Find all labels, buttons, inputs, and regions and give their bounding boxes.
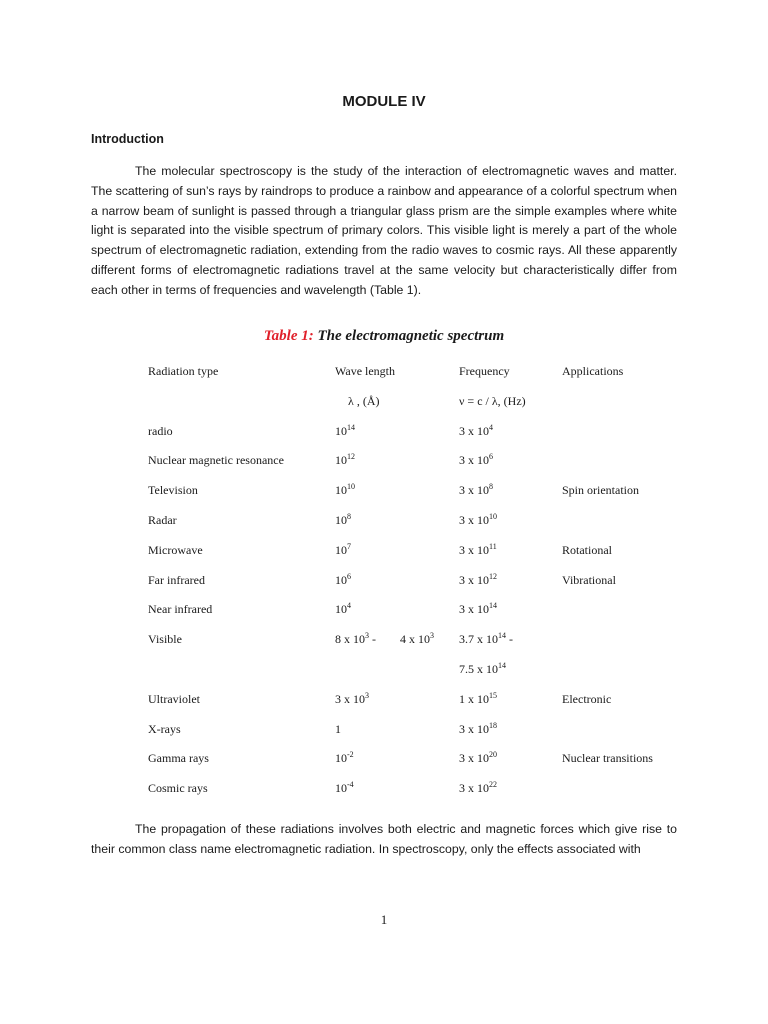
header-wavelength: Wave length xyxy=(335,364,396,378)
wavelength-base: 10 xyxy=(335,781,347,796)
application: Vibrational xyxy=(562,572,616,587)
frequency-value xyxy=(459,543,497,558)
wavelength-base: 3 x 10 xyxy=(335,691,365,706)
frequency-base: 7.5 x 10 xyxy=(459,661,498,676)
intro-paragraph: The molecular spectroscopy is the study of the interaction of electromagnetic waves and matter. The scattering of sun’s rays by raindrops to produce a rainbow and appearance of a colorful spectrum when a narrow beam of sunlight is passed through a triangular glass prism are the simple examples where white light is separated into the visible spectrum of primary colors. This visible light is merely a part of the whole spectrum of electromagnetic radiation, extending from the radio waves to cosmic rays. All these apparently different forms of electromagnetic radiations travel at the same velocity but characteristically differ from each other in terms of frequencies and wavelength (Table 1). xyxy=(91,164,677,297)
wavelength-value xyxy=(335,543,351,558)
frequency-exponent: 14 xyxy=(489,601,497,611)
frequency-exponent: 20 xyxy=(489,750,497,760)
frequency-value xyxy=(459,751,497,766)
wavelength-base: 8 x 10 xyxy=(335,632,365,647)
radiation-type: Ultraviolet xyxy=(148,691,200,706)
radiation-type: Microwave xyxy=(148,542,203,557)
table-caption xyxy=(0,328,768,345)
radiation-type: Radar xyxy=(148,512,177,527)
wavelength-exponent: 14 xyxy=(347,422,355,432)
page-number: 1 xyxy=(380,912,388,927)
radiation-type: Visible xyxy=(148,632,182,647)
wavelength-exponent: 3 xyxy=(365,631,369,641)
wavelength-value-start xyxy=(335,632,376,647)
wavelength-exponent: -2 xyxy=(347,750,354,760)
frequency-value xyxy=(459,453,493,468)
wavelength-base: 4 x 10 xyxy=(400,632,430,647)
wavelength-base: 10 xyxy=(335,483,347,498)
wavelength-value xyxy=(335,722,341,737)
radiation-type: Near infrared xyxy=(148,602,213,617)
wavelength-value xyxy=(335,751,354,766)
wavelength-base: 10 xyxy=(335,423,347,438)
frequency-base: 3 x 10 xyxy=(459,423,489,438)
propagation-paragraph: The propagation of these radiations involves both electric and magnetic forces which give rise to their common class name electromagnetic radiation. In spectroscopy, only the effects associated with xyxy=(91,822,677,856)
frequency-value-start xyxy=(459,632,513,647)
frequency-base: 3 x 10 xyxy=(459,483,489,498)
frequency-unit: ν = c / λ, (Hz) xyxy=(459,393,526,408)
wavelength-base: 1 xyxy=(335,721,341,736)
frequency-exponent: 12 xyxy=(489,571,497,581)
radiation-type: Cosmic rays xyxy=(148,781,208,796)
wavelength-base: 10 xyxy=(335,602,347,617)
frequency-exponent: 18 xyxy=(489,720,497,730)
page-title: MODULE IV xyxy=(342,93,426,110)
section-heading: Introduction xyxy=(91,132,164,146)
wavelength-value xyxy=(335,692,369,707)
wavelength-value xyxy=(335,424,355,439)
frequency-value xyxy=(459,424,493,439)
frequency-exponent: 22 xyxy=(489,780,497,790)
wavelength-base: 10 xyxy=(335,453,347,468)
wavelength-exponent: 4 xyxy=(347,601,351,611)
wavelength-exponent: 6 xyxy=(347,571,351,581)
frequency-exponent: 11 xyxy=(489,541,497,551)
frequency-exponent: 15 xyxy=(489,690,497,700)
wavelength-base: 10 xyxy=(335,751,347,766)
frequency-value xyxy=(459,573,497,588)
application: Spin orientation xyxy=(562,483,639,498)
wavelength-unit: λ , (Å) xyxy=(348,393,380,408)
wavelength-base: 10 xyxy=(335,512,347,527)
frequency-exponent: 6 xyxy=(489,452,493,462)
frequency-base: 3 x 10 xyxy=(459,602,489,617)
wavelength-value xyxy=(335,573,351,588)
frequency-base: 1 x 10 xyxy=(459,691,489,706)
radiation-type: Nuclear magnetic resonance xyxy=(148,453,284,468)
frequency-base: 3.7 x 10 xyxy=(459,632,498,647)
wavelength-base: 10 xyxy=(335,542,347,557)
frequency-base: 3 x 10 xyxy=(459,721,489,736)
frequency-base: 3 x 10 xyxy=(459,512,489,527)
frequency-exponent: 14 xyxy=(498,631,506,641)
wavelength-exponent: -4 xyxy=(347,780,354,790)
frequency-value xyxy=(459,781,497,796)
radiation-type: X-rays xyxy=(148,721,181,736)
application: Rotational xyxy=(562,542,612,557)
radiation-type: Far infrared xyxy=(148,572,205,587)
wavelength-exponent: 12 xyxy=(347,452,355,462)
wavelength-exponent: 7 xyxy=(347,541,351,551)
frequency-value xyxy=(459,602,497,617)
wavelength-value xyxy=(335,483,355,498)
table-caption-number: Table 1: xyxy=(263,328,314,344)
frequency-base: 3 x 10 xyxy=(459,453,489,468)
wavelength-value xyxy=(335,513,351,528)
wavelength-value xyxy=(335,602,351,617)
wavelength-range-dash: - xyxy=(369,632,376,647)
frequency-exponent: 10 xyxy=(489,511,497,521)
header-applications: Applications xyxy=(562,364,624,378)
wavelength-exponent: 3 xyxy=(365,690,369,700)
frequency-value xyxy=(459,722,497,737)
wavelength-exponent: 3 xyxy=(430,631,434,641)
wavelength-value xyxy=(335,781,354,796)
frequency-base: 3 x 10 xyxy=(459,542,489,557)
radiation-type: Television xyxy=(148,483,198,498)
header-radiation-type: Radiation type xyxy=(148,364,219,378)
frequency-exponent: 14 xyxy=(498,660,506,670)
frequency-range-dash: - xyxy=(506,632,513,647)
wavelength-value-end xyxy=(400,632,434,647)
frequency-value xyxy=(459,483,493,498)
radiation-type: Gamma rays xyxy=(148,751,209,766)
application: Nuclear transitions xyxy=(562,751,653,766)
table-caption-text: The electromagnetic spectrum xyxy=(317,328,505,344)
frequency-value-end xyxy=(459,662,506,677)
wavelength-exponent: 10 xyxy=(347,482,355,492)
radiation-type: radio xyxy=(148,423,173,438)
application: Electronic xyxy=(562,691,612,706)
frequency-base: 3 x 10 xyxy=(459,572,489,587)
frequency-base: 3 x 10 xyxy=(459,781,489,796)
frequency-base: 3 x 10 xyxy=(459,751,489,766)
frequency-value xyxy=(459,692,497,707)
frequency-exponent: 4 xyxy=(489,422,493,432)
frequency-exponent: 8 xyxy=(489,482,493,492)
wavelength-base: 10 xyxy=(335,572,347,587)
wavelength-exponent: 8 xyxy=(347,511,351,521)
header-frequency: Frequency xyxy=(459,364,510,378)
frequency-value xyxy=(459,513,497,528)
wavelength-value xyxy=(335,453,355,468)
